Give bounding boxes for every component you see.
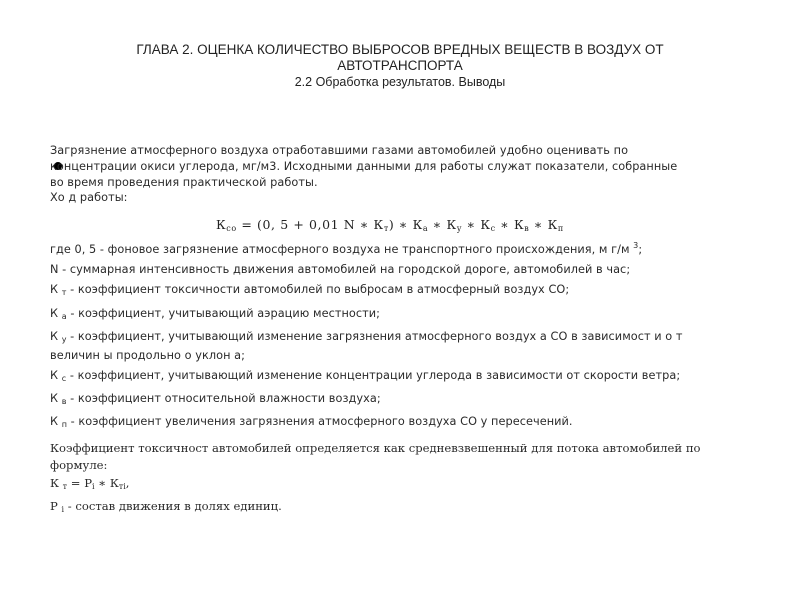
co-concentration-formula: $К_{со} = (0$, 5 + 0,01 N ∗ $К_т$) ∗ $К_а$ ∗ $К_у$ ∗ $К_с$ ∗ $К_в$ ∗ $К_п$ — [216, 217, 564, 233]
intro-line: Загрязнение атмосферного воздуха отработавшими газами автомобилей удобно оценивать по — [50, 144, 629, 157]
toxicity-line: Коэффициент токсичност автомобилей определяется как средневзвешенный для потока автомобилей по — [50, 441, 701, 455]
toxicity-paragraph — [50, 440, 750, 518]
definition-item: К $_у$ - коэффициент, учитывающий изменение загрязнения атмосферного воздух а СО в зависимост и о т величин ы продольно о уклон а; — [50, 329, 683, 362]
page-title-block — [90, 42, 710, 90]
composition-definition: Р $_i$ - состав движения в долях единиц. — [50, 498, 282, 514]
definition-item: К $_в$ - коэффициент относительной влажности воздуха; — [50, 392, 381, 407]
definition-item: К $_с$ - коэффициент, учитывающий изменение концентрации углерода в зависимости от скорости ветра; — [50, 368, 681, 383]
intro-line: концентрации окиси углерода, мг/м3. Исходными данными для работы служат показатели, собранные — [50, 159, 678, 173]
definition-item: К $_п$ - коэффициент увеличения загрязнения атмосферного воздуха СО у пересечений. — [50, 415, 573, 430]
definition-item: N - суммарная интенсивность движения автомобилей на городской дороге, автомобилей в час; — [50, 263, 631, 277]
definitions-list — [50, 236, 750, 435]
definition-item: К $_а$ - коэффициент, учитывающий аэрацию местности; — [50, 306, 381, 321]
section-subtitle: 2.2 Обработка результатов. Выводы — [294, 75, 506, 89]
intro-paragraph — [50, 143, 750, 206]
definition-item: где 0, 5 - фоновое загрязнение атмосферного воздуха не транспортного происхождения, м г/м $^3$; — [50, 241, 643, 256]
toxicity-formula: К $_т = Р_i$ ∗ $К_{тi}$, — [50, 476, 130, 491]
chapter-title: ГЛАВА 2. ОЦЕНКА КОЛИЧЕСТВО ВЫБРОСОВ ВРЕДНЫХ ВЕЩЕСТВ В ВОЗДУХ ОТ АВТОТРАНСПОРТА — [136, 42, 664, 73]
definition-item: К $_т$ - коэффициент токсичности автомобилей по выбросам в атмосферный воздух СО; — [50, 283, 570, 298]
work-progress-label: Хо д работы: — [50, 191, 128, 205]
toxicity-line: формуле: — [50, 457, 108, 472]
intro-line: во время проведения практической работы. — [50, 175, 318, 189]
